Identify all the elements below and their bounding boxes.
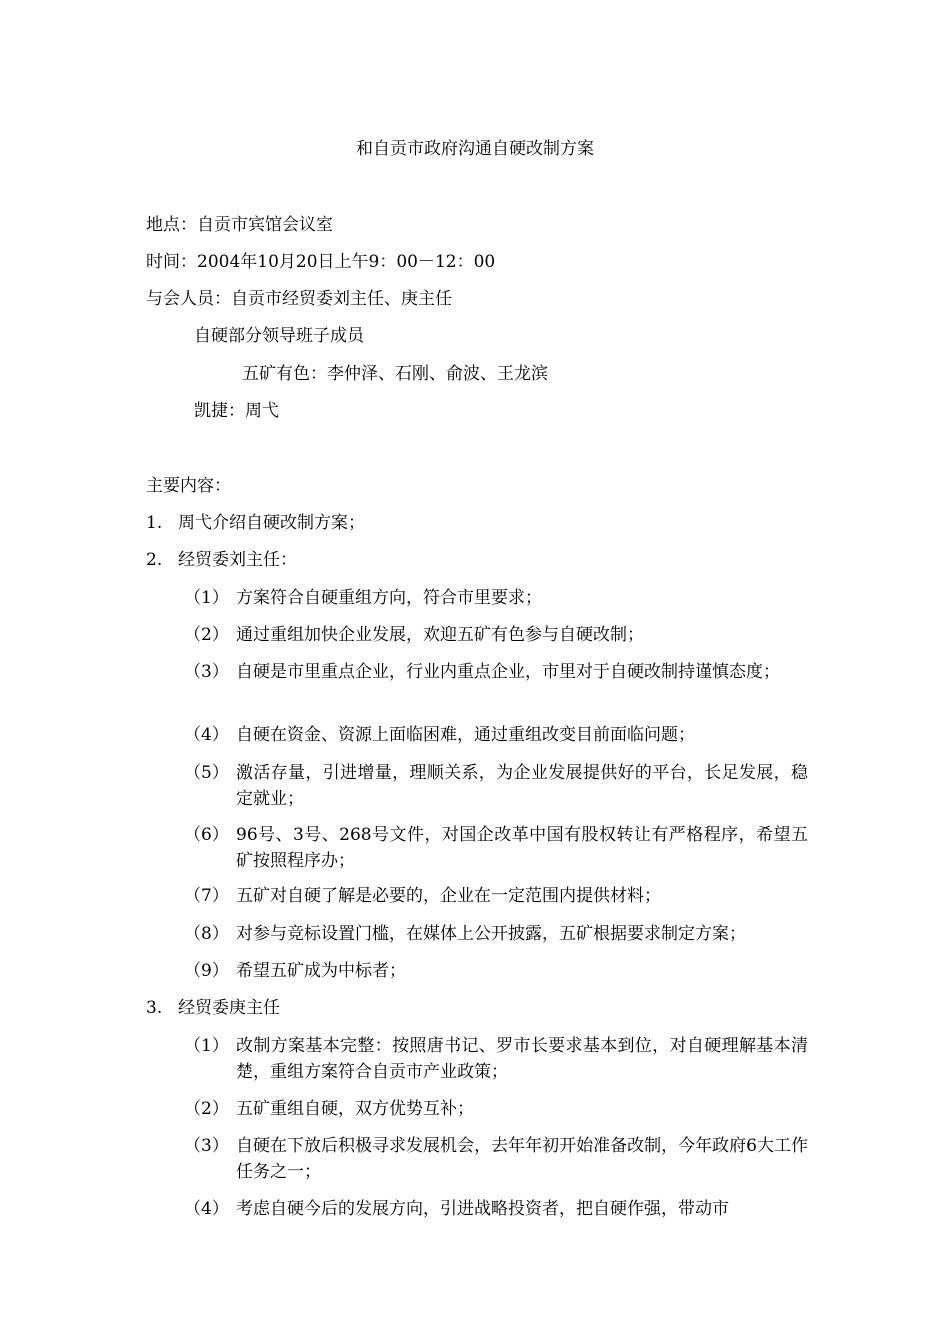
list-item-text: 周弋介绍自硬改制方案； (178, 513, 365, 533)
sub-point-number: （4） (184, 1199, 229, 1219)
sub-point-text: 考虑自硬今后的发展方向，引进战略投资者，把自硬作强，带动市 (236, 1199, 729, 1219)
sub-point-number: （7） (184, 886, 229, 906)
sub-point-text: 方案符合自硬重组方向，符合市里要求； (236, 588, 542, 608)
sub-point-text: 五矿重组自硬，双方优势互补； (236, 1099, 474, 1119)
list-item-number: 1. (146, 513, 163, 533)
sub-point-number: （2） (184, 1099, 229, 1119)
document-title: 和自贡市政府沟通自硬改制方案 (356, 139, 594, 159)
sub-point-number: （9） (184, 961, 229, 981)
sub-point-number: （1） (184, 1036, 229, 1056)
sub-point-text: 激活存量，引进增量，理顺关系，为企业发展提供好的平台，长足发展，稳定就业； (236, 763, 808, 809)
sub-point-number: （5） (184, 763, 229, 783)
attendee-line: 自硬部分领导班子成员 (194, 326, 364, 346)
sub-point-number: （3） (184, 1136, 229, 1156)
sub-point-text: 五矿对自硬了解是必要的，企业在一定范围内提供材料； (236, 886, 661, 906)
sub-point-text: 自硬在下放后积极寻求发展机会，去年年初开始准备改制，今年政府6大工作任务之一； (236, 1136, 808, 1182)
meeting-location: 地点：自贡市宾馆会议室 (146, 215, 333, 235)
sub-point-text: 96号、3号、268号文件，对国企改革中国有股权转让有严格程序，希望五矿按照程序办； (236, 825, 808, 871)
sub-point-number: （6） (184, 825, 229, 845)
sub-point-number: （1） (184, 588, 229, 608)
list-item-number: 3. (146, 998, 163, 1018)
main-content-label: 主要内容： (146, 476, 231, 496)
sub-point-number: （2） (184, 625, 229, 645)
attendees-label: 与会人员：自贡市经贸委刘主任、庚主任 (146, 289, 452, 309)
list-item-number: 2. (146, 550, 163, 570)
list-item-text: 经贸委庚主任 (178, 998, 280, 1018)
sub-point-text: 自硬是市里重点企业，行业内重点企业，市里对于自硬改制持谨慎态度； (236, 662, 780, 682)
attendee-line: 凯捷：周弋 (194, 401, 279, 421)
attendee-line: 五矿有色：李仲泽、石刚、俞波、王龙滨 (242, 364, 548, 384)
sub-point-number: （8） (184, 924, 229, 944)
meeting-time: 时间：2004年10月20日上午9：00－12：00 (146, 252, 496, 272)
sub-point-text: 对参与竞标设置门槛，在媒体上公开披露，五矿根据要求制定方案； (236, 924, 746, 944)
sub-point-text: 自硬在资金、资源上面临困难，通过重组改变目前面临问题； (236, 725, 695, 745)
sub-point-text: 希望五矿成为中标者； (236, 961, 406, 981)
sub-point-number: （3） (184, 662, 229, 682)
list-item-text: 经贸委刘主任： (178, 550, 297, 570)
sub-point-number: （4） (184, 725, 229, 745)
sub-point-text: 改制方案基本完整：按照唐书记、罗市长要求基本到位，对自硬理解基本清楚，重组方案符合自贡市产业政策； (236, 1036, 808, 1082)
sub-point-text: 通过重组加快企业发展，欢迎五矿有色参与自硬改制； (236, 625, 644, 645)
